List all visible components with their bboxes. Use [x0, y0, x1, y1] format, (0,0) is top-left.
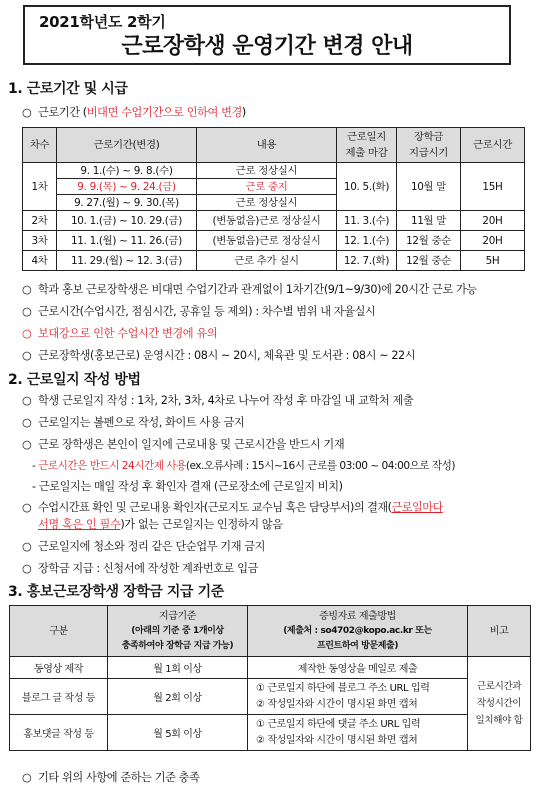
cell-pay: 11월 말 [397, 211, 461, 231]
sub-suffix: ) [241, 106, 246, 119]
cell-period: 9. 1.(수) ~ 9. 8.(수) [57, 163, 197, 179]
dash-icon: - [32, 460, 39, 472]
page-title: 근로장학생 운영기간 변경 안내 [121, 34, 413, 59]
th-criteria [108, 606, 248, 657]
dash-red-text: 근로시간은 반드시 24시간제 사용 [38, 460, 186, 472]
s2-red-text: 서명 혹은 인 필수 [38, 518, 121, 531]
cell-deadline: 11. 3.(수) [337, 211, 397, 231]
cell-period: 10. 1.(금) ~ 10. 29.(금) [57, 211, 197, 231]
circle-bullet-icon: ○ [22, 540, 32, 553]
s2-item [22, 560, 258, 576]
cell-round: 4차 [23, 251, 57, 271]
cell-content: (변동없음)근로 정상실시 [197, 211, 337, 231]
cell-category: 동영상 제작 [10, 657, 108, 679]
cell-hours: 20H [461, 231, 525, 251]
s2-text: 학생 근로일지 작성 : 1차, 2차, 3차, 4차로 나누어 작성 후 마감일 내 교학처 제출 [38, 394, 414, 407]
note-line: 일치해야 함 [475, 715, 523, 726]
dash-text: 근로일지는 매일 작성 후 확인자 결재 (근로장소에 근로일지 비치) [38, 480, 343, 493]
s2-text: 근로일지에 청소와 정리 같은 단순업무 기재 금지 [38, 540, 266, 553]
cell-pay: 10월 말 [397, 163, 461, 211]
cell-hours: 15H [461, 163, 525, 211]
cell-content: 근로 정상실시 [197, 195, 337, 211]
cell-round: 2차 [23, 211, 57, 231]
s2-item [22, 538, 265, 554]
table-row [10, 657, 531, 679]
section3-heading: 3. 홍보근로장학생 장학금 지급 기준 [8, 584, 224, 600]
cell-period-red: 9. 9.(목) ~ 9. 24.(금) [57, 179, 197, 195]
th-criteria-l1: 지급기준 [158, 610, 197, 622]
cell-content-red: 근로 중지 [197, 179, 337, 195]
circle-bullet-icon: ○ [22, 305, 32, 318]
cell-deadline: 10. 5.(화) [337, 163, 397, 211]
note-line: 작성시간이 [476, 698, 522, 709]
table-row [23, 251, 525, 271]
proof-line: ① 근로일지 하단에 댓글 주소 URL 입력 [256, 718, 421, 730]
proof-line: ① 근로일지 하단에 블로그 주소 URL 입력 [256, 682, 430, 694]
table-row [23, 231, 525, 251]
cell-deadline: 12. 1.(수) [337, 231, 397, 251]
note-item [22, 347, 415, 363]
circle-bullet-icon: ○ [22, 394, 32, 407]
th-note: 비고 [468, 606, 531, 657]
note-text: 근로장학생(홍보근로) 운영시간 : 08시 ~ 20시, 체육관 및 도서관 : 08시 ~ 22시 [38, 349, 416, 362]
circle-bullet-icon: ○ [22, 771, 32, 784]
circle-bullet-icon: ○ [22, 283, 32, 296]
s2-text: 근로일지는 볼펜으로 작성, 화이트 사용 금지 [38, 416, 245, 429]
th-proof-l3: 프린트하여 방문제출) [316, 640, 399, 651]
circle-bullet-icon: ○ [22, 501, 32, 514]
criteria-table [9, 605, 531, 751]
schedule-table [22, 127, 525, 271]
th-criteria-l3: 충족하여야 장학금 지급 가능) [121, 640, 234, 651]
circle-bullet-icon: ○ [22, 562, 32, 575]
cell-proof [248, 715, 468, 751]
s2-dash-item [32, 458, 455, 473]
proof-line: ② 작성일자와 시간이 명시된 화면 캡쳐 [256, 734, 418, 746]
cell-note [468, 657, 531, 751]
section1-subline [22, 104, 246, 120]
table-row [23, 163, 525, 179]
table-header-row [23, 128, 525, 163]
s2-text: )가 없는 근로일지는 인정하지 않음 [120, 518, 283, 531]
cell-proof [248, 679, 468, 715]
note-text-red: 보대강으로 인한 수업시간 변경에 유의 [38, 327, 218, 340]
note-text: 근로시간(수업시간, 점심시간, 공휴일 등 제외) : 차수별 범위 내 자율실시 [38, 305, 376, 318]
note-item [22, 325, 217, 341]
cell-category: 블로그 글 작성 등 [10, 679, 108, 715]
circle-bullet-icon: ○ [22, 327, 32, 340]
cell-pay: 12월 중순 [397, 251, 461, 271]
th-round: 차수 [23, 128, 57, 163]
s2-item-cont [38, 516, 283, 532]
cell-criteria: 월 2회 이상 [108, 679, 248, 715]
th-hours: 근로시간 [461, 128, 525, 163]
table-row [23, 211, 525, 231]
circle-bullet-icon: ○ [22, 106, 32, 119]
footer-item [22, 769, 199, 785]
note-item [22, 303, 375, 319]
th-pay: 장학금 지급시기 [397, 128, 461, 163]
cell-proof: 제작한 동영상을 메일로 제출 [248, 657, 468, 679]
cell-pay: 12월 중순 [397, 231, 461, 251]
cell-deadline: 12. 7.(화) [337, 251, 397, 271]
table-row [10, 679, 531, 715]
s2-red-text: 근로일마다 [391, 501, 443, 514]
circle-bullet-icon: ○ [22, 416, 32, 429]
cell-criteria: 월 1회 이상 [108, 657, 248, 679]
s2-item [22, 499, 443, 515]
th-period: 근로기간(변경) [57, 128, 197, 163]
s2-item [22, 414, 244, 430]
th-category: 구분 [10, 606, 108, 657]
cell-period: 11. 29.(월) ~ 12. 3.(금) [57, 251, 197, 271]
proof-line: ② 작성일자와 시간이 명시된 화면 캡쳐 [256, 698, 418, 710]
dash-text: (ex.오류사례 : 15시~16시 근로를 03:00 ~ 04:00으로 작성) [185, 460, 456, 472]
cell-round: 1차 [23, 163, 57, 211]
th-deadline: 근로일지 제출 마감 [337, 128, 397, 163]
s2-text: 장학금 지급 : 신청서에 작성한 계좌번호로 입금 [38, 562, 259, 575]
cell-hours: 20H [461, 211, 525, 231]
s2-text: 근로 장학생은 본인이 일지에 근로내용 및 근로시간을 반드시 기재 [38, 438, 345, 451]
th-content: 내용 [197, 128, 337, 163]
section2-heading: 2. 근로일지 작성 방법 [8, 372, 141, 388]
footer-text: 기타 위의 사항에 준하는 기준 충족 [38, 771, 200, 784]
note-line: 근로시간과 [476, 681, 522, 692]
s2-dash-item [32, 478, 343, 494]
s2-item [22, 436, 344, 452]
cell-content: (변동없음)근로 정상실시 [197, 231, 337, 251]
th-proof-l1: 증빙자료 제출방법 [319, 610, 396, 622]
cell-period: 11. 1.(월) ~ 11. 26.(금) [57, 231, 197, 251]
table-header-row [10, 606, 531, 657]
year-term: 2021학년도 2학기 [39, 13, 166, 31]
cell-content: 근로 정상실시 [197, 163, 337, 179]
cell-period: 9. 27.(월) ~ 9. 30.(목) [57, 195, 197, 211]
note-item [22, 281, 477, 297]
title-box [23, 5, 511, 65]
sub-prefix: 근로기간 ( [38, 106, 87, 119]
circle-bullet-icon: ○ [22, 438, 32, 451]
s2-text: 수업시간표 확인 및 근로내용 확인자(근로지도 교수님 혹은 담당부서)의 결재( [38, 501, 392, 514]
sub-red: 비대면 수업기간으로 인하여 변경 [86, 106, 242, 119]
th-proof-l2: (제출처 : so4702@kopo.ac.kr 또는 [283, 625, 432, 636]
circle-bullet-icon: ○ [22, 349, 32, 362]
table-row [10, 715, 531, 751]
section1-heading: 1. 근로기간 및 시급 [8, 81, 128, 97]
cell-round: 3차 [23, 231, 57, 251]
th-proof [248, 606, 468, 657]
cell-hours: 5H [461, 251, 525, 271]
cell-criteria: 월 5회 이상 [108, 715, 248, 751]
note-text: 학과 홍보 근로장학생은 비대면 수업기간과 관계없이 1차기간(9/1~9/30)에 20시간 근로 가능 [38, 283, 477, 296]
s2-item [22, 392, 413, 408]
dash-icon: - [32, 480, 39, 493]
th-criteria-l2: (아래의 기준 중 1개이상 [131, 625, 224, 636]
cell-content: 근로 추가 실시 [197, 251, 337, 271]
cell-category: 홍보댓글 작성 등 [10, 715, 108, 751]
